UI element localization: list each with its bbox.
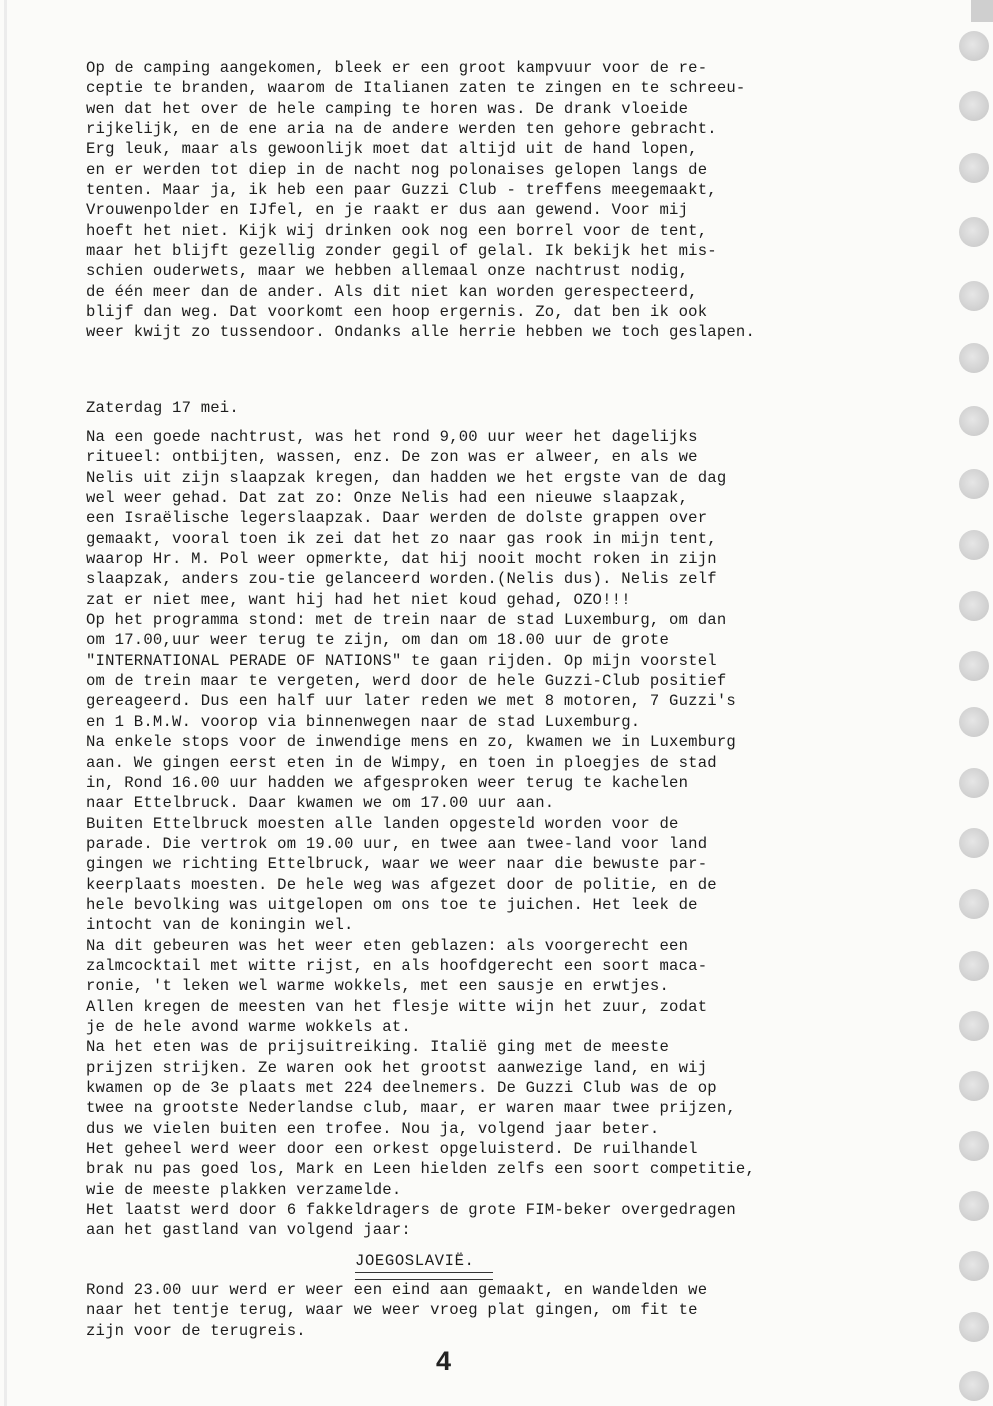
text-line: aan. We gingen eerst eten in de Wimpy, en toen in ploegjes de stad — [86, 753, 717, 772]
binder-hole — [959, 343, 989, 373]
text-line: waarop Hr. M. Pol weer opmerkte, dat hij nooit mocht roken in zijn — [86, 550, 717, 569]
text-line: brak nu pas goed los, Mark en Leen hielden zelfs een soort competitie, — [86, 1160, 756, 1179]
text-line: de één meer dan de ander. Als dit niet kan worden gerespecteerd, — [86, 282, 698, 301]
binder-hole — [959, 828, 989, 858]
text-line: Erg leuk, maar als gewoonlijk moet dat altijd uit de hand lopen, — [86, 140, 698, 159]
text-line: twee na grootste Nederlandse club, maar, er waren maar twee prijzen, — [86, 1099, 736, 1118]
text-line: Vrouwenpolder en IJfel, en je raakt er dus aan gewend. Voor mij — [86, 201, 689, 220]
text-line: je de hele avond warme wokkels at. — [86, 1017, 411, 1036]
text-line: "INTERNATIONAL PERADE OF NATIONS" te gaan rijden. Op mijn voorstel — [86, 651, 717, 670]
binder-hole — [959, 1131, 989, 1161]
binder-hole — [959, 153, 989, 183]
paragraph-closing — [86, 1280, 966, 1341]
date-heading — [86, 398, 966, 418]
text-line: naar Ettelbruck. Daar kwamen we om 17.00 uur aan. — [86, 794, 555, 813]
binder-hole — [959, 1191, 989, 1221]
paragraph-camping — [86, 58, 966, 343]
text-line: prijzen strijken. Ze waren ook het grootst aanwezige land, en wij — [86, 1058, 708, 1077]
binder-hole — [959, 1251, 989, 1281]
text-line: zat er niet mee, want hij had het niet koud gehad, OZO!!! — [86, 590, 631, 609]
text-line: Het geheel werd weer door een orkest opgeluisterd. De ruilhandel — [86, 1140, 698, 1159]
text-line: intocht van de koningin wel. — [86, 916, 354, 935]
text-line: wen dat het over de hele camping te horen was. De drank vloeide — [86, 99, 689, 118]
text-line: en er werden tot diep in de nacht nog polonaises gelopen langs de — [86, 160, 708, 179]
text-line: Nelis uit zijn slaapzak kregen, dan hadden we het ergste van de dag — [86, 468, 727, 487]
binder-hole — [959, 530, 989, 560]
text-line: ronie, 't leken wel warme wokkels, met een sausje en erwtjes. — [86, 977, 670, 996]
binder-hole — [959, 768, 989, 798]
text-line: in, Rond 16.00 uur hadden we afgesproken weer terug te kachelen — [86, 773, 689, 792]
text-line: blijf dan weg. Dat voorkomt een hoop ergernis. Zo, dat ben ik ook — [86, 303, 708, 322]
binder-hole — [959, 91, 989, 121]
binder-hole — [959, 707, 989, 737]
binder-holes — [953, 0, 993, 1406]
binder-hole — [959, 1071, 989, 1101]
text-line: Buiten Ettelbruck moesten alle landen opgesteld worden voor de — [86, 814, 679, 833]
text-line: zalmcocktail met witte rijst, en als hoofdgerecht een soort maca- — [86, 956, 708, 975]
text-line: aan het gastland van volgend jaar: — [86, 1221, 411, 1240]
text-line: hoeft het niet. Kijk wij drinken ook nog een borrel voor de tent, — [86, 221, 708, 240]
binder-hole — [959, 1312, 989, 1342]
binder-hole — [959, 591, 989, 621]
text-line: Na een goede nachtrust, was het rond 9,00 uur weer het dagelijks — [86, 428, 698, 446]
binder-hole — [959, 1011, 989, 1041]
text-line: schien ouderwets, maar we hebben allemaal onze nachtrust nodig, — [86, 262, 689, 281]
page-number: 4 — [436, 1346, 452, 1376]
text-line: dus we vielen buiten een trofee. Nou ja, volgend jaar beter. — [86, 1119, 660, 1138]
text-line: hele bevolking was uitgelopen om ons toe te juichen. Het leek de — [86, 895, 698, 914]
text-line: Na dit gebeuren was het weer eten geblazen: als voorgerecht een — [86, 936, 689, 955]
text-line: parade. Die vertrok om 19.00 uur, en twee aan twee-land voor land — [86, 834, 708, 853]
text-line: naar het tentje terug, waar we weer vroeg plat gingen, om fit te — [86, 1301, 698, 1320]
text-line: wel weer gehad. Dat zat zo: Onze Nelis had een nieuwe slaapzak, — [86, 489, 689, 508]
text-line: weer kwijt zo tussendoor. Ondanks alle herrie hebben we toch geslapen. — [86, 323, 756, 342]
binder-hole — [959, 651, 989, 681]
text-line: gingen we richting Ettelbruck, waar we weer naar die bewuste par- — [86, 855, 708, 874]
text-line: om de trein maar te vergeten, werd door de hele Guzzi-Club positief — [86, 672, 727, 691]
country-heading-text: JOEGOSLAVIË. — [355, 1252, 475, 1270]
text-line: ceptie te branden, waarom de Italianen zaten te zingen en te schreeu- — [86, 79, 746, 98]
binder-hole — [959, 1371, 989, 1401]
text-line: Rond 23.00 uur werd er weer een eind aan gemaakt, en wandelden we — [86, 1281, 708, 1299]
text-line: Op de camping aangekomen, bleek er een groot kampvuur voor de re- — [86, 59, 708, 77]
text-line: en 1 B.M.W. voorop via binnenwegen naar de stad Luxemburg. — [86, 712, 641, 731]
country-heading — [355, 1252, 493, 1280]
text-line: ritueel: ontbijten, wassen, enz. De zon was er alweer, en als we — [86, 448, 698, 467]
binder-hole — [959, 217, 989, 247]
binder-hole — [959, 951, 989, 981]
page-edge — [4, 0, 7, 1406]
text-line: om 17.00,uur weer terug te zijn, om dan om 18.00 uur de grote — [86, 631, 670, 650]
double-underline — [355, 1272, 493, 1280]
text-line: gemaakt, vooral toen ik zei dat het zo naar gas rook in mijn tent, — [86, 529, 717, 548]
text-line: gereageerd. Dus een half uur later reden we met 8 motoren, 7 Guzzi's — [86, 692, 736, 711]
text-line: Op het programma stond: met de trein naar de stad Luxemburg, om dan — [86, 611, 727, 630]
text-line: zijn voor de terugreis. — [86, 1321, 306, 1340]
binder-hole — [959, 31, 989, 61]
date-heading-text: Zaterdag 17 mei. — [86, 399, 239, 417]
binder-hole — [959, 889, 989, 919]
text-line: een Israëlische legerslaapzak. Daar werden de dolste grappen over — [86, 509, 708, 528]
paragraph-saturday — [86, 427, 966, 1241]
text-line: kwamen op de 3e plaats met 224 deelnemers. De Guzzi Club was de op — [86, 1079, 717, 1097]
text-line: tenten. Maar ja, ik heb een paar Guzzi Club - treffens meegemaakt, — [86, 181, 717, 200]
binder-hole — [959, 281, 989, 311]
text-line: Allen kregen de meesten van het flesje witte wijn het zuur, zodat — [86, 997, 708, 1016]
text-line: Het laatst werd door 6 fakkeldragers de grote FIM-beker overgedragen — [86, 1201, 736, 1220]
binder-hole — [959, 406, 989, 436]
binder-hole — [959, 469, 989, 499]
text-line: rijkelijk, en de ene aria na de andere werden ten gehore gebracht. — [86, 120, 717, 139]
text-line: Na het eten was de prijsuitreiking. Italië ging met de meeste — [86, 1038, 670, 1057]
text-line: maar het blijft gezellig zonder gegil of gelal. Ik bekijk het mis- — [86, 242, 717, 261]
text-line: keerplaats moesten. De hele weg was afgezet door de politie, en de — [86, 875, 717, 894]
text-line: Na enkele stops voor de inwendige mens en zo, kwamen we in Luxemburg — [86, 733, 736, 752]
text-line: slaapzak, anders zou-tie gelanceerd worden.(Nelis dus). Nelis zelf — [86, 570, 717, 589]
text-line: wie de meeste plakken verzamelde. — [86, 1180, 402, 1199]
